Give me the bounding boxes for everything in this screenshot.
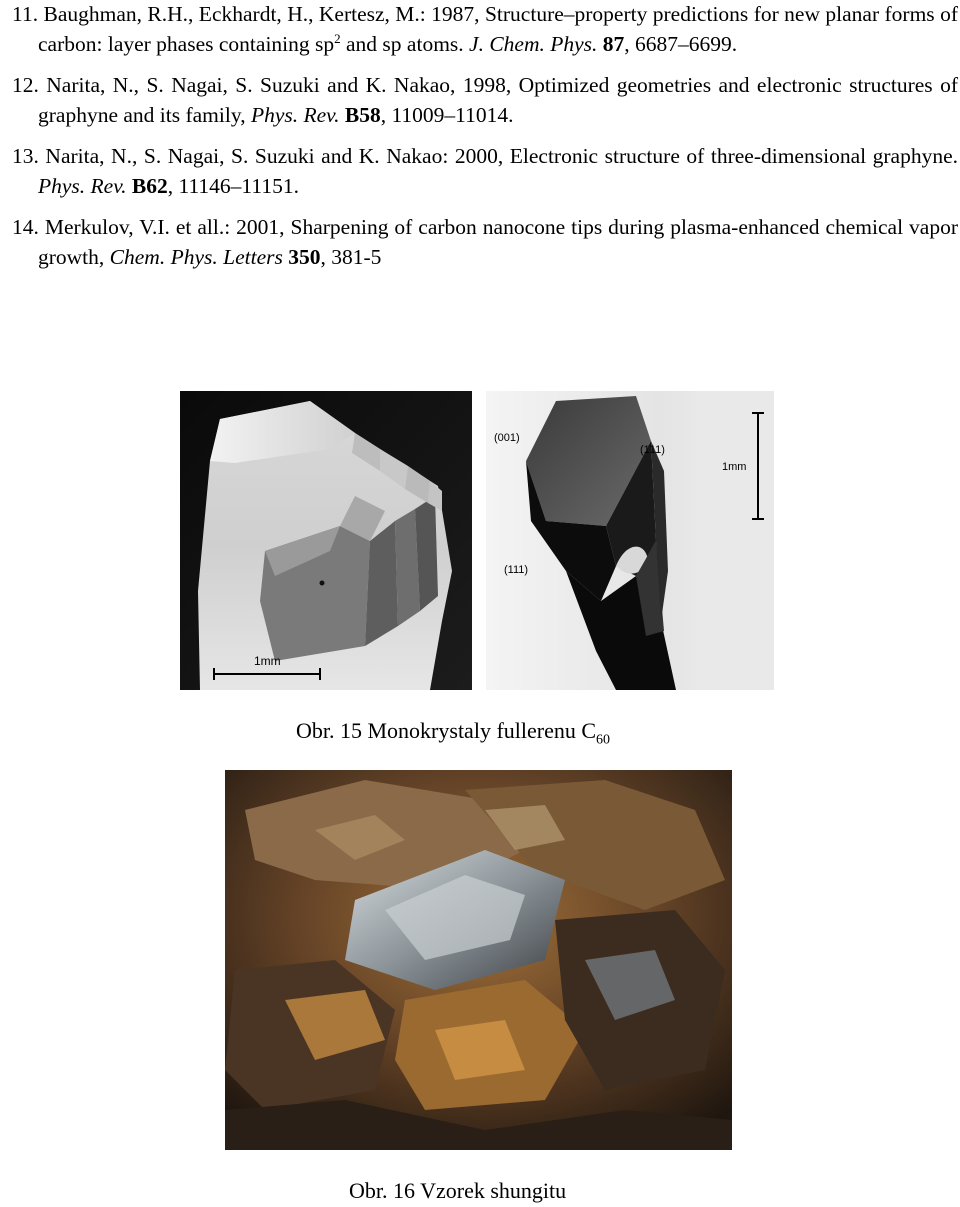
ref-superscript: 2 xyxy=(334,30,341,46)
reference-13 xyxy=(12,142,958,201)
ref-journal: Chem. Phys. Letters xyxy=(109,244,283,269)
ref-volume: B58 xyxy=(344,102,381,127)
ref-journal: Phys. Rev. xyxy=(38,173,127,198)
ref-volume: 87 xyxy=(602,31,625,56)
figure-15-caption-text: Obr. 15 Monokrystaly fullerenu C xyxy=(296,718,597,743)
ref-volume: B62 xyxy=(131,173,168,198)
ref-authors-title: Narita, N., S. Nagai, S. Suzuki and K. Nakao, 1998, Optimized geometries and electronic structures of graphyne and its family, xyxy=(38,73,958,127)
ref-journal: Phys. Rev. xyxy=(250,102,340,127)
reference-11 xyxy=(12,0,958,59)
ref-pages: , 11146–11151. xyxy=(167,173,299,198)
right-scale-label: 1mm xyxy=(722,461,747,473)
face-001-label: (001) xyxy=(494,432,520,444)
reference-12 xyxy=(12,71,958,130)
figure-16-caption: Obr. 16 Vzorek shungitu xyxy=(349,1178,567,1203)
shungite-sample-photo xyxy=(225,770,732,1150)
left-scale-label: 1mm xyxy=(254,654,281,668)
ref-number: 14. xyxy=(12,215,39,239)
ref-pages: , 6687–6699. xyxy=(624,31,738,56)
ref-journal: J. Chem. Phys. xyxy=(469,31,598,56)
ref-number: 11. xyxy=(12,2,39,26)
ref-title-tail: and sp atoms. xyxy=(340,31,470,56)
face-111-bar-label: (1̄11) xyxy=(640,444,665,456)
ref-volume: 350 xyxy=(288,244,321,269)
ref-pages: , 381-5 xyxy=(320,244,382,269)
ref-authors-title: Merkulov, V.I. et all.: 2001, Sharpening of carbon nanocone tips during plasma-enhanced chemical vapor growth, xyxy=(38,215,958,269)
ref-pages: , 11009–11014. xyxy=(380,102,514,127)
ref-number: 12. xyxy=(12,73,39,97)
ref-authors-title: Narita, N., S. Nagai, S. Suzuki and K. Nakao: 2000, Electronic structure of three-dimensional graphyne. xyxy=(45,144,959,168)
figure-15-caption xyxy=(296,718,611,748)
reference-list xyxy=(12,0,958,284)
fullerene-crystal-sem-image xyxy=(180,391,472,690)
figure-15-caption-subscript: 60 xyxy=(596,732,611,748)
ref-authors-title: Baughman, R.H., Eckhardt, H., Kertesz, M.: 1987, Structure–property predictions for new planar forms of carbon: layer phases containing sp xyxy=(38,2,958,56)
ref-number: 13. xyxy=(12,144,39,168)
fullerene-crystal-photo xyxy=(486,391,774,690)
reference-14 xyxy=(12,213,958,272)
face-111-label: (111) xyxy=(504,564,529,576)
